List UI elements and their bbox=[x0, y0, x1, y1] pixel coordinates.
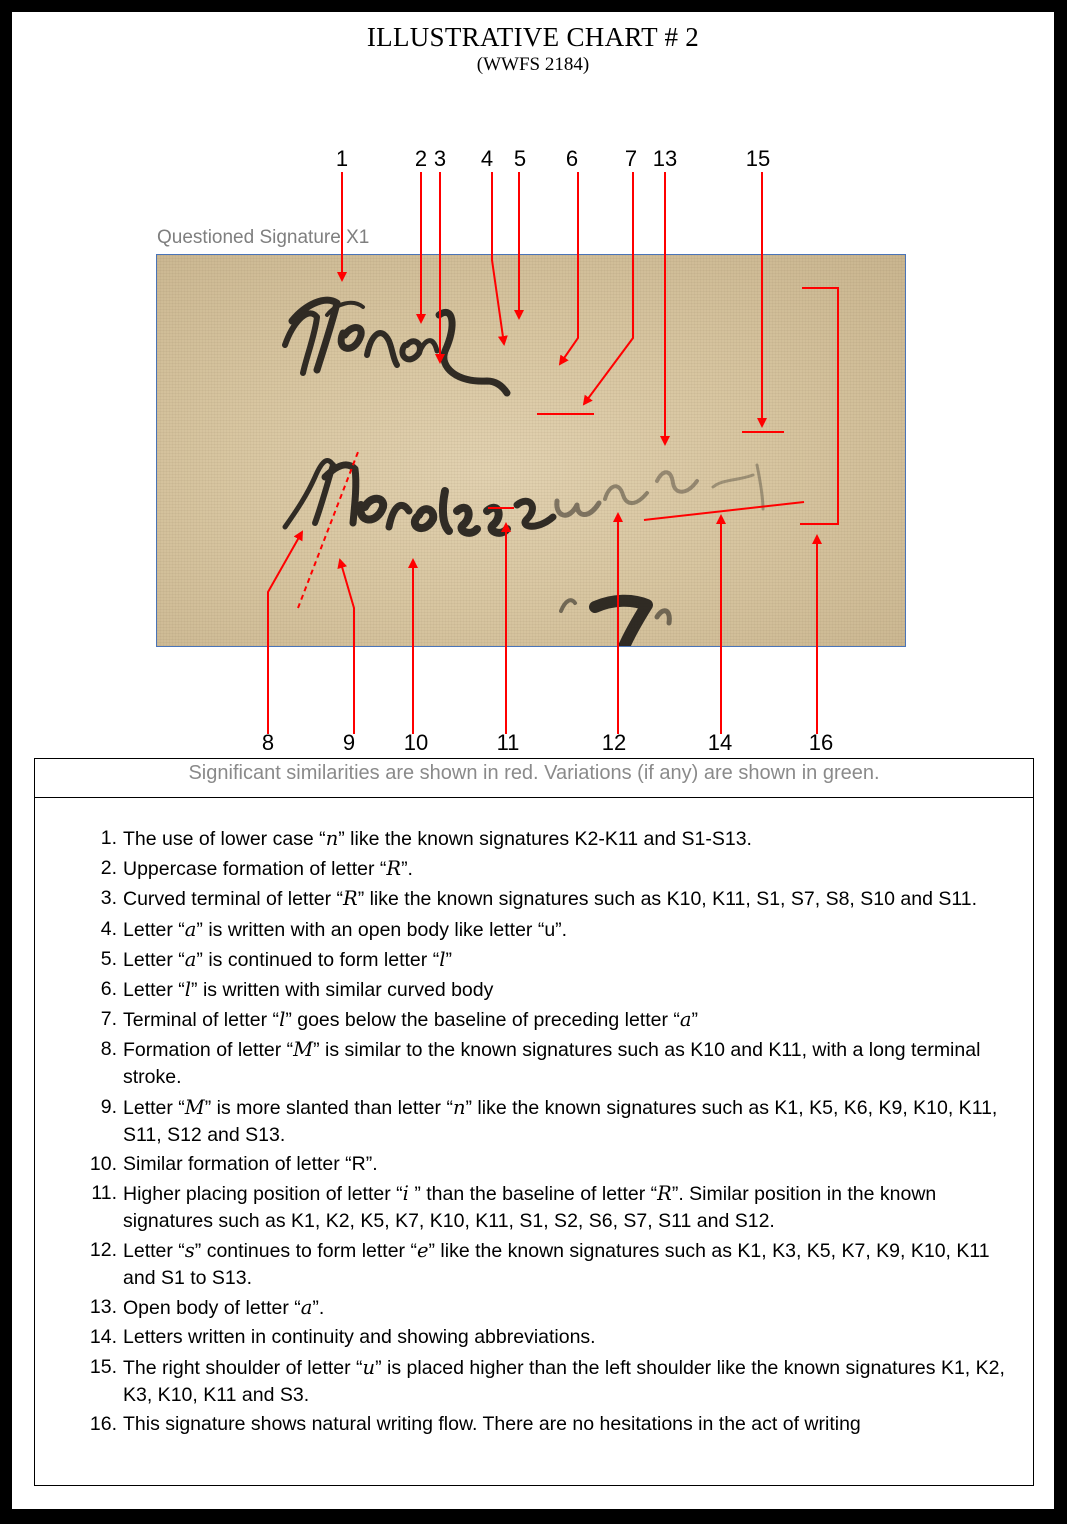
observations-list bbox=[35, 825, 1033, 1440]
italic-letter: a bbox=[300, 1296, 313, 1320]
observation-number: 12. bbox=[89, 1239, 117, 1262]
marker-number-4: 4 bbox=[480, 146, 494, 171]
observation-text: Uppercase formation of letter “R”. bbox=[123, 857, 413, 881]
observation-item bbox=[35, 1036, 1033, 1091]
observation-item bbox=[35, 1094, 1033, 1149]
observation-item bbox=[35, 1411, 1033, 1438]
italic-letter: R bbox=[343, 887, 358, 911]
marker-arrow-8 bbox=[268, 532, 302, 734]
marker-bracket-16 bbox=[800, 288, 838, 524]
observation-text: This signature shows natural writing flow. There are no hesitations in the act of writing bbox=[123, 1412, 861, 1435]
marker-arrow-6 bbox=[560, 172, 578, 364]
marker-number-7: 7 bbox=[624, 146, 638, 171]
marker-number-13: 13 bbox=[652, 146, 678, 171]
observation-number: 13. bbox=[89, 1296, 117, 1319]
observation-text: Letters written in continuity and showing abbreviations. bbox=[123, 1326, 596, 1349]
observation-item bbox=[35, 946, 1033, 974]
italic-letter: a bbox=[184, 917, 197, 941]
italic-letter: n bbox=[325, 827, 339, 850]
observation-item bbox=[35, 1180, 1033, 1235]
signature-caption: Questioned Signature X1 bbox=[157, 227, 370, 248]
chart-case-number: (WWFS 2184) bbox=[476, 54, 590, 75]
observation-text: Higher placing position of letter “i ” than the baseline of letter “R”. Similar position in the known signatures such as K1, K2, K5, K7, K10, K11, S1, S2, S6, S7, S11 and S12. bbox=[123, 1181, 937, 1232]
italic-letter: R bbox=[657, 1181, 672, 1205]
marker-number-9: 9 bbox=[342, 730, 356, 755]
marker-arrow-7 bbox=[584, 172, 633, 404]
italic-letter: n bbox=[452, 1095, 466, 1119]
marker-slant-line-9 bbox=[298, 452, 358, 608]
observation-item bbox=[35, 855, 1033, 883]
observation-item bbox=[35, 1294, 1033, 1322]
observation-number: 1. bbox=[100, 827, 117, 849]
observation-number: 2. bbox=[100, 857, 117, 880]
italic-letter: R bbox=[386, 857, 402, 881]
marker-number-16: 16 bbox=[808, 730, 834, 755]
marker-number-15: 15 bbox=[745, 146, 771, 171]
marker-number-11: 11 bbox=[496, 730, 520, 755]
chart-title: ILLUSTRATIVE CHART # 2 bbox=[366, 22, 700, 52]
italic-letter: s bbox=[184, 1239, 195, 1263]
italic-letter: u bbox=[362, 1355, 376, 1379]
observation-text: Terminal of letter “l” goes below the baseline of preceding letter “a” bbox=[123, 1008, 699, 1032]
observation-number: 10. bbox=[89, 1152, 117, 1175]
observation-text: Curved terminal of letter “R” like the known signatures such as K10, K11, S1, S7, S8, S10 and S11. bbox=[123, 887, 978, 911]
marker-number-8: 8 bbox=[261, 730, 275, 755]
annotation-overlay bbox=[12, 12, 1054, 772]
marker-arrow-4 bbox=[492, 172, 504, 344]
observation-item bbox=[35, 1006, 1033, 1034]
observation-item bbox=[35, 1324, 1033, 1351]
observation-text: The right shoulder of letter “u” is placed higher than the left shoulder like the known signatures K1, K2, K3, K10, K11 and S3. bbox=[123, 1355, 1005, 1406]
italic-letter: a bbox=[679, 1008, 692, 1032]
observation-number: 14. bbox=[89, 1326, 117, 1349]
observation-text: Letter “l” is written with similar curved body bbox=[123, 977, 494, 1001]
marker-number-10: 10 bbox=[403, 730, 429, 755]
marker-number-6: 6 bbox=[565, 146, 579, 171]
observation-number: 5. bbox=[100, 947, 117, 970]
observation-text: Similar formation of letter “R”. bbox=[123, 1152, 378, 1175]
marker-arrow-9 bbox=[340, 560, 354, 734]
observation-number: 7. bbox=[100, 1008, 117, 1031]
observation-number: 9. bbox=[100, 1095, 117, 1118]
observation-item bbox=[35, 1151, 1033, 1178]
legend-note: Significant similarities are shown in red. Variations (if any) are shown in green. bbox=[35, 759, 1033, 798]
italic-letter: a bbox=[184, 947, 197, 971]
observation-number: 4. bbox=[100, 917, 117, 940]
italic-letter: i bbox=[402, 1181, 409, 1205]
observation-text: Formation of letter “M” is similar to the known signatures such as K10 and K11, with a long terminal stroke. bbox=[123, 1038, 981, 1089]
marker-continuity-line-14 bbox=[644, 502, 804, 520]
marker-number-2: 2 bbox=[414, 146, 428, 171]
chart-page bbox=[12, 12, 1054, 1509]
observation-item bbox=[35, 825, 1033, 853]
marker-number-1: 1 bbox=[335, 146, 349, 171]
observation-number: 8. bbox=[100, 1038, 117, 1061]
marker-number-3: 3 bbox=[433, 146, 447, 171]
marker-number-5: 5 bbox=[513, 146, 527, 171]
italic-letter: l bbox=[279, 1008, 286, 1032]
observation-item bbox=[35, 916, 1033, 944]
italic-letter: M bbox=[293, 1038, 314, 1062]
observations-box bbox=[34, 758, 1034, 1486]
observation-item bbox=[35, 1237, 1033, 1292]
observation-item bbox=[35, 1354, 1033, 1409]
observation-number: 15. bbox=[89, 1355, 117, 1378]
observation-text: Letter “s” continues to form letter “e” like the known signatures such as K1, K3, K5, K7, K9, K10, K11 and S1 to S13. bbox=[123, 1239, 990, 1290]
observation-item bbox=[35, 885, 1033, 913]
marker-number-14: 14 bbox=[707, 730, 733, 755]
observation-text: Letter “M” is more slanted than letter “n” like the known signatures such as K1, K5, K6, K9, K10, K11, S11, S12 and S13. bbox=[123, 1095, 998, 1146]
italic-letter: e bbox=[416, 1239, 429, 1263]
observation-number: 6. bbox=[100, 977, 117, 1000]
italic-letter: M bbox=[184, 1095, 205, 1119]
italic-letter: l bbox=[439, 947, 446, 971]
italic-letter: l bbox=[184, 977, 192, 1001]
observation-number: 16. bbox=[89, 1412, 117, 1435]
observation-text: Letter “a” is continued to form letter “l” bbox=[123, 947, 452, 971]
observation-text: The use of lower case “n” like the known signatures K2-K11 and S1-S13. bbox=[123, 827, 752, 850]
observation-number: 11. bbox=[91, 1181, 117, 1204]
observation-text: Letter “a” is written with an open body like letter “u”. bbox=[123, 917, 568, 941]
observation-text: Open body of letter “a”. bbox=[123, 1296, 325, 1320]
marker-number-12: 12 bbox=[601, 730, 627, 755]
observation-item bbox=[35, 976, 1033, 1004]
observation-number: 3. bbox=[100, 887, 117, 910]
